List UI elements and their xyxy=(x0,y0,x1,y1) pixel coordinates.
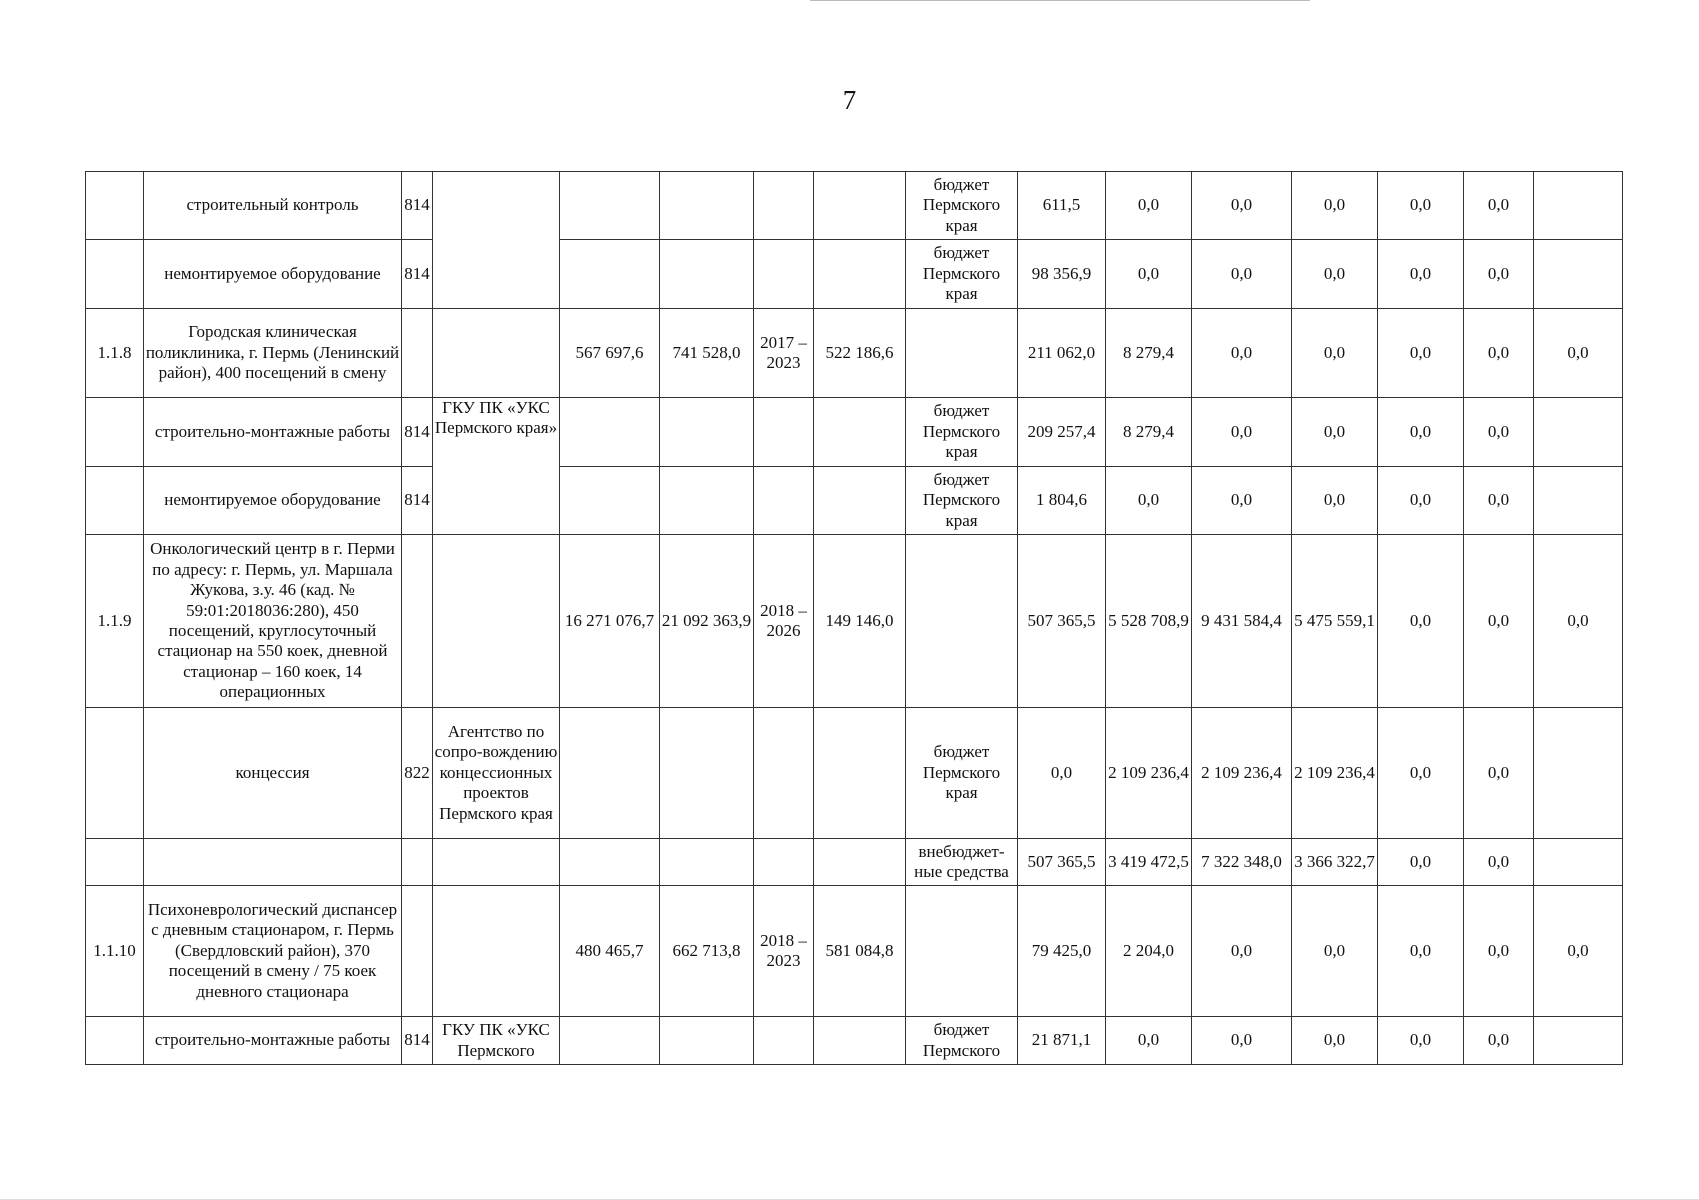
cell-value-4: 3 366 322,7 xyxy=(1292,839,1378,886)
cell-value-7: 0,0 xyxy=(1534,886,1623,1017)
table-row xyxy=(86,309,1623,398)
cell-value-3: 9 431 584,4 xyxy=(1192,535,1292,708)
cell-value-7 xyxy=(1534,398,1623,467)
cell-value-5: 0,0 xyxy=(1378,172,1464,240)
cell-col7 xyxy=(814,708,906,839)
cell-value-4: 0,0 xyxy=(1292,398,1378,467)
cell-period xyxy=(754,172,814,240)
cell-name: Психоневрологический диспансер с дневным стационаром, г. Пермь (Свердловский район), 370 посещений в смену / 75 коек дневного стационара xyxy=(144,886,402,1017)
cell-period xyxy=(754,1017,814,1065)
cell-source: внебюджет-ные средства xyxy=(906,839,1018,886)
table-row xyxy=(86,1017,1623,1065)
cell-source: бюджет Пермского xyxy=(906,1017,1018,1065)
cell-col7 xyxy=(814,398,906,467)
cell-value-1: 507 365,5 xyxy=(1018,839,1106,886)
cell-value-7 xyxy=(1534,1017,1623,1065)
cell-value-7 xyxy=(1534,708,1623,839)
cell-executor: ГКУ ПК «УКС Пермского xyxy=(433,1017,560,1065)
cell-col4 xyxy=(560,172,660,240)
cell-col7 xyxy=(814,467,906,535)
cell-col4: 567 697,6 xyxy=(560,309,660,398)
cell-col5 xyxy=(660,1017,754,1065)
cell-executor xyxy=(433,309,560,398)
cell-value-2: 0,0 xyxy=(1106,240,1192,309)
cell-value-5: 0,0 xyxy=(1378,535,1464,708)
cell-row-number: 1.1.10 xyxy=(86,886,144,1017)
cell-value-2: 2 204,0 xyxy=(1106,886,1192,1017)
cell-value-3: 0,0 xyxy=(1192,172,1292,240)
cell-source: бюджет Пермского края xyxy=(906,172,1018,240)
cell-value-4: 0,0 xyxy=(1292,309,1378,398)
cell-value-6: 0,0 xyxy=(1464,309,1534,398)
cell-value-2: 8 279,4 xyxy=(1106,398,1192,467)
cell-value-7 xyxy=(1534,467,1623,535)
cell-value-4: 0,0 xyxy=(1292,172,1378,240)
cell-value-3: 7 322 348,0 xyxy=(1192,839,1292,886)
cell-source: бюджет Пермского края xyxy=(906,240,1018,309)
cell-executor: ГКУ ПК «УКС Пермского края» xyxy=(433,398,560,535)
cell-value-7 xyxy=(1534,839,1623,886)
cell-source: бюджет Пермского края xyxy=(906,708,1018,839)
cell-value-5: 0,0 xyxy=(1378,839,1464,886)
cell-col7 xyxy=(814,240,906,309)
cell-value-7 xyxy=(1534,240,1623,309)
cell-name: строительно-монтажные работы xyxy=(144,1017,402,1065)
cell-name: строительный контроль xyxy=(144,172,402,240)
cell-source xyxy=(906,886,1018,1017)
cell-col5 xyxy=(660,708,754,839)
table-row xyxy=(86,535,1623,708)
table-row xyxy=(86,708,1623,839)
cell-period xyxy=(754,708,814,839)
cell-source: бюджет Пермского края xyxy=(906,398,1018,467)
cell-value-5: 0,0 xyxy=(1378,240,1464,309)
cell-col4 xyxy=(560,708,660,839)
cell-value-4: 0,0 xyxy=(1292,240,1378,309)
cell-name xyxy=(144,839,402,886)
cell-value-2: 0,0 xyxy=(1106,467,1192,535)
cell-value-1: 21 871,1 xyxy=(1018,1017,1106,1065)
cell-value-4: 0,0 xyxy=(1292,467,1378,535)
cell-value-7: 0,0 xyxy=(1534,535,1623,708)
cell-value-3: 0,0 xyxy=(1192,467,1292,535)
cell-value-6: 0,0 xyxy=(1464,398,1534,467)
cell-value-2: 0,0 xyxy=(1106,1017,1192,1065)
cell-value-7: 0,0 xyxy=(1534,309,1623,398)
cell-col5 xyxy=(660,240,754,309)
cell-value-5: 0,0 xyxy=(1378,309,1464,398)
cell-value-1: 98 356,9 xyxy=(1018,240,1106,309)
cell-col5: 662 713,8 xyxy=(660,886,754,1017)
cell-code: 814 xyxy=(402,240,433,309)
cell-value-2: 8 279,4 xyxy=(1106,309,1192,398)
cell-value-5: 0,0 xyxy=(1378,398,1464,467)
cell-code xyxy=(402,839,433,886)
cell-value-1: 209 257,4 xyxy=(1018,398,1106,467)
cell-value-6: 0,0 xyxy=(1464,708,1534,839)
table-row xyxy=(86,886,1623,1017)
cell-value-2: 3 419 472,5 xyxy=(1106,839,1192,886)
cell-col7 xyxy=(814,172,906,240)
cell-value-5: 0,0 xyxy=(1378,467,1464,535)
cell-col7: 522 186,6 xyxy=(814,309,906,398)
cell-value-1: 211 062,0 xyxy=(1018,309,1106,398)
cell-col4 xyxy=(560,240,660,309)
cell-source: бюджет Пермского края xyxy=(906,467,1018,535)
cell-col7: 581 084,8 xyxy=(814,886,906,1017)
cell-value-6: 0,0 xyxy=(1464,839,1534,886)
cell-name: Городская клиническая поликлиника, г. Пермь (Ленинский район), 400 посещений в смену xyxy=(144,309,402,398)
cell-period: 2018 – 2026 xyxy=(754,535,814,708)
cell-value-5: 0,0 xyxy=(1378,708,1464,839)
cell-executor xyxy=(433,886,560,1017)
table-row xyxy=(86,839,1623,886)
cell-value-6: 0,0 xyxy=(1464,172,1534,240)
cell-code xyxy=(402,535,433,708)
cell-value-6: 0,0 xyxy=(1464,1017,1534,1065)
cell-row-number xyxy=(86,240,144,309)
cell-value-1: 0,0 xyxy=(1018,708,1106,839)
cell-value-3: 0,0 xyxy=(1192,240,1292,309)
cell-value-6: 0,0 xyxy=(1464,535,1534,708)
cell-col7: 149 146,0 xyxy=(814,535,906,708)
cell-name: Онкологический центр в г. Перми по адресу: г. Пермь, ул. Маршала Жукова, з.у. 46 (кад. № 59:01:2018036:280), 450 посещений, круглосуточный стационар на 550 коек, дневной стационар – 160 коек, 14 операционных xyxy=(144,535,402,708)
cell-value-3: 2 109 236,4 xyxy=(1192,708,1292,839)
cell-row-number xyxy=(86,398,144,467)
cell-value-1: 611,5 xyxy=(1018,172,1106,240)
cell-value-1: 1 804,6 xyxy=(1018,467,1106,535)
cell-col4: 480 465,7 xyxy=(560,886,660,1017)
cell-row-number xyxy=(86,1017,144,1065)
cell-col4 xyxy=(560,467,660,535)
cell-name: немонтируемое оборудование xyxy=(144,467,402,535)
cell-row-number: 1.1.8 xyxy=(86,309,144,398)
cell-value-4: 2 109 236,4 xyxy=(1292,708,1378,839)
cell-col4 xyxy=(560,839,660,886)
cell-code: 822 xyxy=(402,708,433,839)
cell-value-5: 0,0 xyxy=(1378,886,1464,1017)
cell-col5 xyxy=(660,172,754,240)
cell-col5 xyxy=(660,398,754,467)
table-row xyxy=(86,172,1623,240)
cell-name: строительно-монтажные работы xyxy=(144,398,402,467)
cell-name: концессия xyxy=(144,708,402,839)
cell-period: 2017 – 2023 xyxy=(754,309,814,398)
cell-value-3: 0,0 xyxy=(1192,1017,1292,1065)
cell-value-3: 0,0 xyxy=(1192,398,1292,467)
cell-period xyxy=(754,240,814,309)
cell-row-number xyxy=(86,708,144,839)
cell-value-7 xyxy=(1534,172,1623,240)
cell-value-2: 0,0 xyxy=(1106,172,1192,240)
cell-col7 xyxy=(814,839,906,886)
cell-col7 xyxy=(814,1017,906,1065)
cell-code xyxy=(402,309,433,398)
cell-period: 2018 – 2023 xyxy=(754,886,814,1017)
cell-value-4: 0,0 xyxy=(1292,886,1378,1017)
cell-executor: Агентство по сопро-вождению концессионных проектов Пермского края xyxy=(433,708,560,839)
cell-value-3: 0,0 xyxy=(1192,309,1292,398)
cell-value-2: 2 109 236,4 xyxy=(1106,708,1192,839)
cell-code: 814 xyxy=(402,398,433,467)
cell-name: немонтируемое оборудование xyxy=(144,240,402,309)
cell-value-6: 0,0 xyxy=(1464,240,1534,309)
cell-value-2: 5 528 708,9 xyxy=(1106,535,1192,708)
cell-source xyxy=(906,535,1018,708)
cell-row-number xyxy=(86,839,144,886)
cell-value-6: 0,0 xyxy=(1464,467,1534,535)
cell-col5: 741 528,0 xyxy=(660,309,754,398)
page-number: 7 xyxy=(842,85,857,115)
cell-executor xyxy=(433,535,560,708)
cell-row-number xyxy=(86,172,144,240)
cell-value-4: 5 475 559,1 xyxy=(1292,535,1378,708)
table-row xyxy=(86,240,1623,309)
cell-col5 xyxy=(660,467,754,535)
cell-period xyxy=(754,467,814,535)
cell-period xyxy=(754,839,814,886)
cell-col4 xyxy=(560,398,660,467)
cell-source xyxy=(906,309,1018,398)
cell-code: 814 xyxy=(402,467,433,535)
cell-executor xyxy=(433,839,560,886)
table-row xyxy=(86,467,1623,535)
cell-executor xyxy=(433,172,560,309)
cell-row-number: 1.1.9 xyxy=(86,535,144,708)
cell-period xyxy=(754,398,814,467)
cell-code: 814 xyxy=(402,172,433,240)
cell-value-5: 0,0 xyxy=(1378,1017,1464,1065)
cell-value-6: 0,0 xyxy=(1464,886,1534,1017)
cell-col4 xyxy=(560,1017,660,1065)
program-table xyxy=(85,171,1623,1065)
cell-value-1: 507 365,5 xyxy=(1018,535,1106,708)
table-row xyxy=(86,398,1623,467)
cell-col5 xyxy=(660,839,754,886)
cell-value-1: 79 425,0 xyxy=(1018,886,1106,1017)
cell-value-4: 0,0 xyxy=(1292,1017,1378,1065)
cell-col5: 21 092 363,9 xyxy=(660,535,754,708)
cell-row-number xyxy=(86,467,144,535)
scan-edge xyxy=(810,0,1310,1)
cell-col4: 16 271 076,7 xyxy=(560,535,660,708)
cell-code xyxy=(402,886,433,1017)
cell-code: 814 xyxy=(402,1017,433,1065)
cell-value-3: 0,0 xyxy=(1192,886,1292,1017)
